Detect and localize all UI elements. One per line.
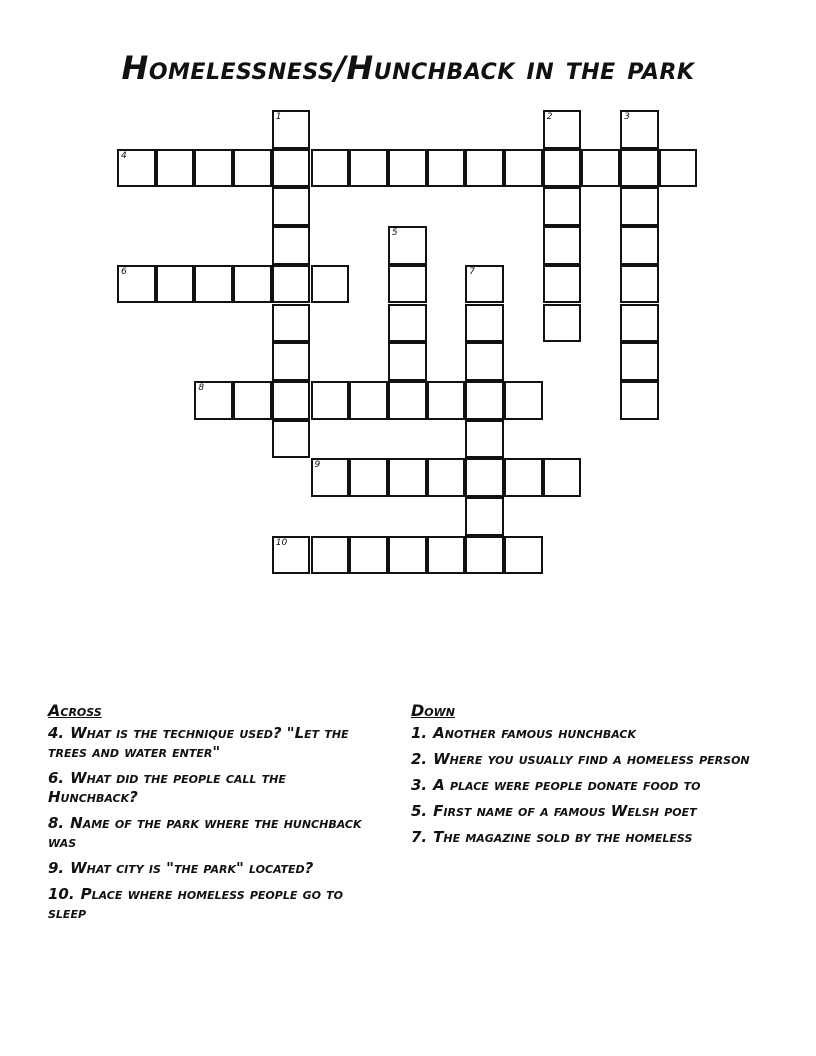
clue-down-1: 1. Another famous hunchback bbox=[411, 724, 636, 742]
grid-cell[interactable] bbox=[465, 381, 504, 420]
grid-cell[interactable] bbox=[465, 265, 504, 304]
cell-number: 3 bbox=[624, 112, 630, 122]
grid-cell[interactable] bbox=[504, 381, 543, 420]
cell-number: 9 bbox=[314, 460, 321, 471]
cell-number: 1 bbox=[275, 112, 282, 122]
grid-cell[interactable] bbox=[311, 265, 350, 304]
grid-cell[interactable] bbox=[194, 381, 233, 420]
grid-cell[interactable] bbox=[349, 536, 388, 575]
grid-cell[interactable] bbox=[465, 458, 504, 497]
grid-cell[interactable] bbox=[388, 536, 427, 575]
cell-number: 10 bbox=[275, 537, 288, 548]
grid-cell[interactable] bbox=[388, 381, 427, 420]
grid-cell[interactable] bbox=[465, 497, 504, 536]
grid-cell[interactable] bbox=[156, 149, 195, 188]
grid-cell[interactable] bbox=[272, 110, 311, 149]
grid-cell[interactable] bbox=[620, 187, 659, 226]
grid-cell[interactable] bbox=[272, 304, 311, 343]
grid-cell[interactable] bbox=[427, 149, 466, 188]
grid-cell[interactable] bbox=[620, 381, 659, 420]
page-title: Homelessness/Hunchback in the park bbox=[121, 49, 695, 87]
grid-cell[interactable] bbox=[311, 458, 350, 497]
clue-down-5: 5. First name of a famous Welsh poet bbox=[411, 802, 697, 820]
grid-cell[interactable] bbox=[543, 265, 582, 304]
grid-cell[interactable] bbox=[194, 265, 233, 304]
grid-cell[interactable] bbox=[272, 149, 311, 188]
grid-cell[interactable] bbox=[272, 342, 311, 381]
grid-cell[interactable] bbox=[349, 458, 388, 497]
grid-cell[interactable] bbox=[465, 342, 504, 381]
grid-cell[interactable] bbox=[427, 381, 466, 420]
grid-cell[interactable] bbox=[388, 304, 427, 343]
grid-cell[interactable] bbox=[194, 149, 233, 188]
cell-number: 2 bbox=[546, 112, 553, 122]
grid-cell[interactable] bbox=[233, 265, 272, 304]
grid-cell[interactable] bbox=[311, 381, 350, 420]
grid-cell[interactable] bbox=[620, 304, 659, 343]
grid-cell[interactable] bbox=[233, 381, 272, 420]
clue-across-4: 4. What is the technique used? "Let the trees and water enter" bbox=[48, 724, 349, 761]
grid-cell[interactable] bbox=[620, 110, 659, 149]
grid-cell[interactable] bbox=[543, 458, 582, 497]
grid-cell[interactable] bbox=[388, 149, 427, 188]
grid-cell[interactable] bbox=[465, 149, 504, 188]
grid-cell[interactable] bbox=[272, 226, 311, 265]
grid-cell[interactable] bbox=[620, 226, 659, 265]
grid-cell[interactable] bbox=[117, 265, 156, 304]
grid-cell[interactable] bbox=[543, 226, 582, 265]
grid-cell[interactable] bbox=[272, 381, 311, 420]
cell-number: 6 bbox=[121, 266, 127, 277]
cell-number: 4 bbox=[121, 150, 127, 161]
down-clues bbox=[411, 700, 751, 854]
grid-cell[interactable] bbox=[504, 458, 543, 497]
cell-number: 8 bbox=[198, 382, 205, 393]
grid-cell[interactable] bbox=[233, 149, 272, 188]
grid-cell[interactable] bbox=[349, 149, 388, 188]
cell-number: 5 bbox=[391, 228, 398, 239]
grid-cell[interactable] bbox=[581, 149, 620, 188]
grid-cell[interactable] bbox=[620, 342, 659, 381]
grid-cell[interactable] bbox=[659, 149, 698, 188]
down-heading: Down bbox=[411, 701, 455, 720]
across-clues bbox=[48, 700, 378, 930]
grid-cell[interactable] bbox=[465, 304, 504, 343]
grid-cell[interactable] bbox=[272, 536, 311, 575]
grid-cell[interactable] bbox=[427, 536, 466, 575]
clue-across-9: 9. What city is "the park" located? bbox=[48, 859, 314, 877]
clue-down-2: 2. Where you usually find a homeless person bbox=[411, 750, 750, 768]
clue-across-8: 8. Name of the park where the hunchback was bbox=[48, 814, 362, 851]
clue-across-10: 10. Place where homeless people go to sleep bbox=[48, 885, 344, 922]
clue-down-3: 3. A place were people donate food to bbox=[411, 776, 701, 794]
grid-cell[interactable] bbox=[311, 149, 350, 188]
grid-cell[interactable] bbox=[272, 420, 311, 459]
grid-cell[interactable] bbox=[388, 226, 427, 265]
grid-cell[interactable] bbox=[465, 536, 504, 575]
grid-cell[interactable] bbox=[543, 149, 582, 188]
grid-cell[interactable] bbox=[272, 187, 311, 226]
grid-cell[interactable] bbox=[117, 149, 156, 188]
grid-cell[interactable] bbox=[388, 342, 427, 381]
grid-cell[interactable] bbox=[427, 458, 466, 497]
grid-cell[interactable] bbox=[465, 420, 504, 459]
grid-cell[interactable] bbox=[620, 149, 659, 188]
grid-cell[interactable] bbox=[504, 536, 543, 575]
grid-cell[interactable] bbox=[504, 149, 543, 188]
grid-cell[interactable] bbox=[272, 265, 311, 304]
grid-cell[interactable] bbox=[543, 110, 582, 149]
clue-across-6: 6. What did the people call the Hunchback? bbox=[48, 769, 286, 806]
cell-number: 7 bbox=[469, 266, 476, 277]
grid-cell[interactable] bbox=[543, 304, 582, 343]
grid-cell[interactable] bbox=[543, 187, 582, 226]
grid-cell[interactable] bbox=[156, 265, 195, 304]
grid-cell[interactable] bbox=[349, 381, 388, 420]
grid-cell[interactable] bbox=[388, 458, 427, 497]
clue-down-7: 7. The magazine sold by the homeless bbox=[411, 828, 693, 846]
across-heading: Across bbox=[48, 701, 102, 720]
grid-cell[interactable] bbox=[311, 536, 350, 575]
grid-cell[interactable] bbox=[620, 265, 659, 304]
grid-cell[interactable] bbox=[388, 265, 427, 304]
